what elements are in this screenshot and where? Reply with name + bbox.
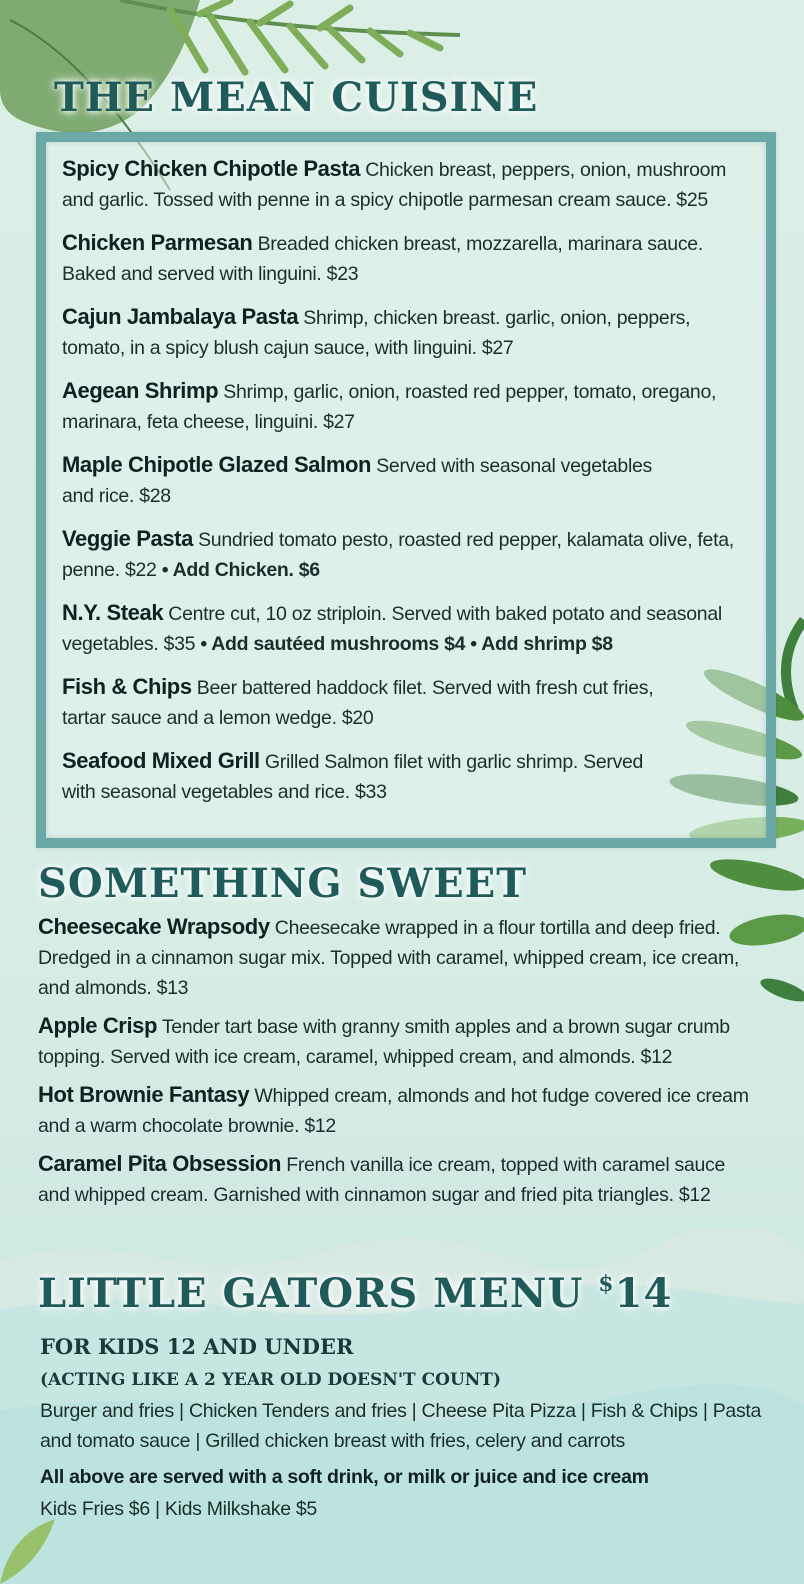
item-description: Shrimp, chicken breast. garlic, onion, peppers, tomato, in a spicy blush cajun sauce, with linguini. $27	[62, 307, 691, 359]
menu-item	[38, 912, 758, 1003]
menu-item	[62, 524, 752, 585]
item-name: Seafood Mixed Grill	[62, 748, 260, 773]
item-name: Apple Crisp	[38, 1013, 158, 1038]
dessert-menu-list	[38, 912, 758, 1218]
item-name: Cajun Jambalaya Pasta	[62, 304, 299, 329]
main-menu-list	[62, 154, 752, 820]
kids-items: Burger and fries | Chicken Tenders and fries | Cheese Pita Pizza | Fish & Chips | Pasta and tomato sauce | Grilled chicken breast with fries, celery and carrots	[40, 1400, 762, 1452]
item-description: Served with seasonal vegetables and rice. $28	[62, 455, 652, 507]
item-name: Maple Chipotle Glazed Salmon	[62, 452, 372, 477]
item-description: Grilled Salmon filet with garlic shrimp. Served with seasonal vegetables and rice. $33	[62, 751, 644, 803]
item-description: Sundried tomato pesto, roasted red pepper, kalamata olive, feta, penne. $22	[62, 529, 734, 581]
item-description: Beer battered haddock filet. Served with fresh cut fries, tartar sauce and a lemon wedge. $20	[62, 677, 654, 729]
section-title-kids	[38, 1270, 672, 1317]
menu-item	[38, 1149, 758, 1210]
item-description: Centre cut, 10 oz striploin. Served with baked potato and seasonal vegetables. $35	[62, 603, 722, 655]
item-description: Cheesecake wrapped in a flour tortilla and deep fried. Dredged in a cinnamon sugar mix. Topped with caramel, whipped cream, ice cream, and almonds. $13	[38, 917, 740, 999]
item-name: Cheesecake Wrapsody	[38, 914, 270, 939]
menu-item	[62, 154, 752, 215]
menu-item	[62, 746, 752, 807]
kids-extras: Kids Fries $6 | Kids Milkshake $5	[40, 1498, 317, 1520]
menu-item	[38, 1080, 758, 1141]
item-extra: • Add Chicken. $6	[161, 559, 320, 581]
menu-item	[62, 228, 752, 289]
item-name: Fish & Chips	[62, 674, 192, 699]
item-description: Whipped cream, almonds and hot fudge covered ice cream and a warm chocolate brownie. $12	[38, 1085, 749, 1137]
menu-item	[62, 376, 752, 437]
item-description: Chicken breast, peppers, onion, mushroom and garlic. Tossed with penne in a spicy chipotle parmesan cream sauce. $25	[62, 159, 727, 211]
kids-title-text: LITTLE GATORS MENU	[38, 1270, 599, 1317]
item-extra: • Add sautéed mushrooms $4 • Add shrimp $8	[200, 633, 613, 655]
menu-item	[62, 598, 752, 659]
item-description: French vanilla ice cream, topped with caramel sauce and whipped cream. Garnished with cinnamon sugar and fried pita triangles. $12	[38, 1154, 726, 1206]
item-name: Veggie Pasta	[62, 526, 193, 551]
menu-item	[62, 302, 752, 363]
menu-item	[62, 672, 752, 733]
leaf-icon	[0, 1514, 60, 1584]
item-name: Chicken Parmesan	[62, 230, 253, 255]
kids-subnote: (ACTING LIKE A 2 YEAR OLD DOESN'T COUNT)	[40, 1370, 502, 1390]
menu-item	[38, 1011, 758, 1072]
section-title-main: THE MEAN CUISINE	[54, 74, 539, 121]
price-symbol: $	[598, 1271, 615, 1297]
item-name: Spicy Chicken Chipotle Pasta	[62, 156, 361, 181]
item-description: Breaded chicken breast, mozzarella, marinara sauce. Baked and served with linguini. $23	[62, 233, 703, 285]
item-name: Hot Brownie Fantasy	[38, 1082, 250, 1107]
kids-subtitle: FOR KIDS 12 AND UNDER	[40, 1334, 354, 1359]
item-description: Shrimp, garlic, onion, roasted red pepper, tomato, oregano, marinara, feta cheese, linguini. $27	[62, 381, 717, 433]
menu-item	[62, 450, 752, 511]
item-name: Aegean Shrimp	[62, 378, 219, 403]
item-description: Tender tart base with granny smith apples and a brown sugar crumb topping. Served with ice cream, caramel, whipped cream, and almonds. $12	[38, 1016, 730, 1068]
item-name: Caramel Pita Obsession	[38, 1151, 282, 1176]
kids-note: All above are served with a soft drink, or milk or juice and ice cream	[40, 1466, 649, 1488]
item-name: N.Y. Steak	[62, 600, 164, 625]
kids-price: 14	[614, 1270, 673, 1317]
section-title-sweet: SOMETHING SWEET	[38, 860, 527, 907]
